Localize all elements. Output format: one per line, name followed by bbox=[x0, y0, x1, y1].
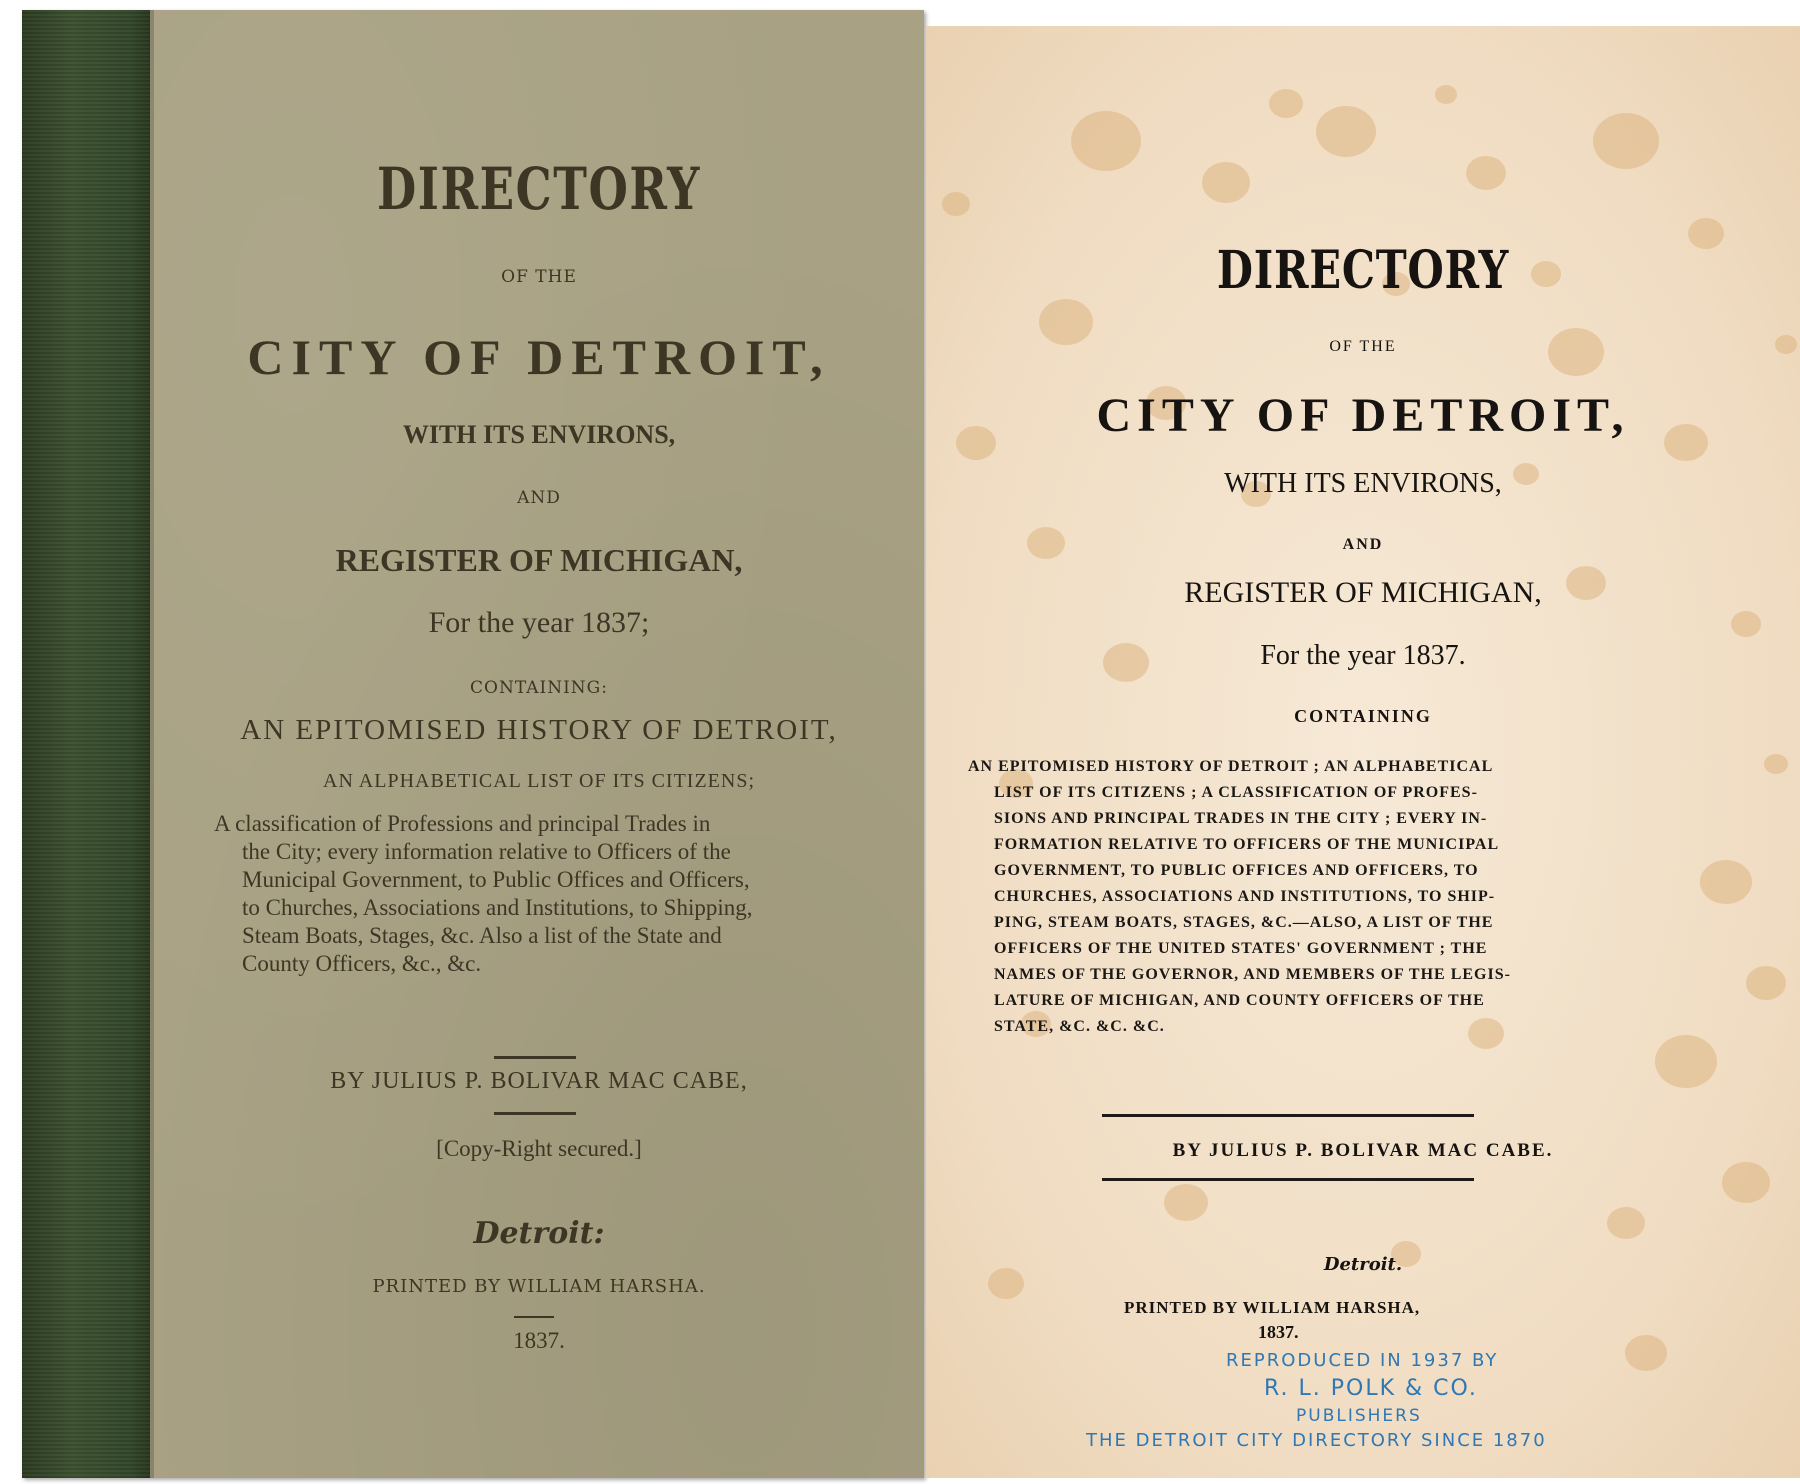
page-paragraph-line: LIST OF ITS CITIZENS ; A CLASSIFICATION OF PROFES- bbox=[994, 784, 1478, 801]
cover-year: For the year 1837; bbox=[428, 606, 650, 639]
page-paragraph-line: PING, STEAM BOATS, STAGES, &C.—ALSO, A LIST OF THE bbox=[994, 914, 1494, 931]
page-paragraph-line: LATURE OF MICHIGAN, AND COUNTY OFFICERS OF THE bbox=[994, 992, 1485, 1009]
page-paragraph-line: NAMES OF THE GOVERNOR, AND MEMBERS OF THE LEGIS- bbox=[994, 966, 1511, 983]
page-author: BY JULIUS P. BOLIVAR MAC CABE. bbox=[1172, 1140, 1554, 1161]
page-imprint-year: 1837. bbox=[1258, 1322, 1299, 1342]
page-paragraph-line: GOVERNMENT, TO PUBLIC OFFICES AND OFFICERS, TO bbox=[994, 862, 1479, 879]
page-containing: CONTAINING bbox=[1294, 706, 1432, 726]
cover-title: DIRECTORY bbox=[376, 155, 702, 223]
cover-rule-bottom bbox=[494, 1112, 576, 1115]
cover-city: CITY OF DETROIT, bbox=[247, 329, 831, 385]
cover-alphabetical: AN ALPHABETICAL LIST OF ITS CITIZENS; bbox=[323, 770, 755, 792]
cover-environs: WITH ITS ENVIRONS, bbox=[402, 420, 676, 449]
cover-printer: PRINTED BY WILLIAM HARSHA. bbox=[372, 1276, 706, 1297]
cover-copyright: [Copy-Right secured.] bbox=[436, 1136, 642, 1161]
cover-paragraph-line: A classification of Professions and principal Trades in bbox=[214, 811, 711, 836]
page-of-the: OF THE bbox=[1329, 338, 1397, 355]
title-page bbox=[926, 26, 1800, 1478]
page-paragraph-line: SIONS AND PRINCIPAL TRADES IN THE CITY ; EVERY IN- bbox=[994, 810, 1488, 827]
cover-paragraph-line: County Officers, &c., &c. bbox=[242, 951, 482, 976]
reproduction-stamp-line: PUBLISHERS bbox=[1296, 1406, 1422, 1426]
cover-and: AND bbox=[517, 488, 561, 508]
cover-imprint-year: 1837. bbox=[513, 1328, 565, 1353]
page-title: DIRECTORY bbox=[1216, 240, 1510, 301]
cover-paragraph bbox=[214, 810, 864, 978]
cover-paragraph-line: to Churches, Associations and Institutions, to Shipping, bbox=[242, 895, 753, 920]
cover-place: Detroit: bbox=[473, 1216, 605, 1251]
page-city: CITY OF DETROIT, bbox=[1096, 389, 1630, 442]
cover-text-block bbox=[154, 10, 924, 1478]
page-paragraph-line: AN EPITOMISED HISTORY OF DETROIT ; AN ALPHABETICAL bbox=[968, 758, 1494, 775]
reproduction-stamp-publisher: R. L. POLK & CO. bbox=[1264, 1376, 1478, 1401]
page-environs: WITH ITS ENVIRONS, bbox=[1224, 468, 1502, 499]
reproduction-stamp-line: THE DETROIT CITY DIRECTORY SINCE 1870 bbox=[1086, 1430, 1547, 1451]
page-paragraph-line: STATE, &C. &C. &C. bbox=[994, 1018, 1165, 1035]
page-paragraph-line: CHURCHES, ASSOCIATIONS AND INSTITUTIONS, TO SHIP- bbox=[994, 888, 1496, 905]
title-page-text-block bbox=[926, 26, 1800, 1478]
cover-paragraph-line: the City; every information relative to Officers of the bbox=[242, 839, 731, 864]
cover-rule-small bbox=[514, 1316, 554, 1318]
cover-containing: CONTAINING: bbox=[470, 678, 608, 698]
cover-of-the: OF THE bbox=[501, 267, 577, 287]
page-place: Detroit. bbox=[1323, 1254, 1403, 1275]
page-paragraph-line: OFFICERS OF THE UNITED STATES' GOVERNMENT ; THE bbox=[994, 940, 1488, 957]
cover-epitome: AN EPITOMISED HISTORY OF DETROIT, bbox=[240, 714, 838, 746]
cover-rule-top bbox=[494, 1056, 576, 1059]
page-register: REGISTER OF MICHIGAN, bbox=[1184, 576, 1542, 609]
page-and: AND bbox=[1342, 536, 1384, 553]
cover-paragraph-line: Steam Boats, Stages, &c. Also a list of the State and bbox=[242, 923, 722, 948]
cover-author: BY JULIUS P. BOLIVAR MAC CABE, bbox=[330, 1068, 748, 1094]
book-cover bbox=[22, 10, 924, 1478]
page-paragraph-line: FORMATION RELATIVE TO OFFICERS OF THE MUNICIPAL bbox=[994, 836, 1500, 853]
page-year: For the year 1837. bbox=[1260, 640, 1466, 671]
page-paragraph bbox=[968, 754, 1628, 1040]
page-rule-bottom bbox=[1102, 1178, 1474, 1181]
page-printer: PRINTED BY WILLIAM HARSHA, bbox=[1124, 1298, 1421, 1317]
reproduction-stamp-line: REPRODUCED IN 1937 BY bbox=[1226, 1350, 1499, 1371]
cover-register: REGISTER OF MICHIGAN, bbox=[335, 542, 743, 578]
cloth-spine bbox=[22, 10, 150, 1478]
page-rule-top bbox=[1102, 1114, 1474, 1117]
cover-paragraph-line: Municipal Government, to Public Offices and Officers, bbox=[242, 867, 750, 892]
